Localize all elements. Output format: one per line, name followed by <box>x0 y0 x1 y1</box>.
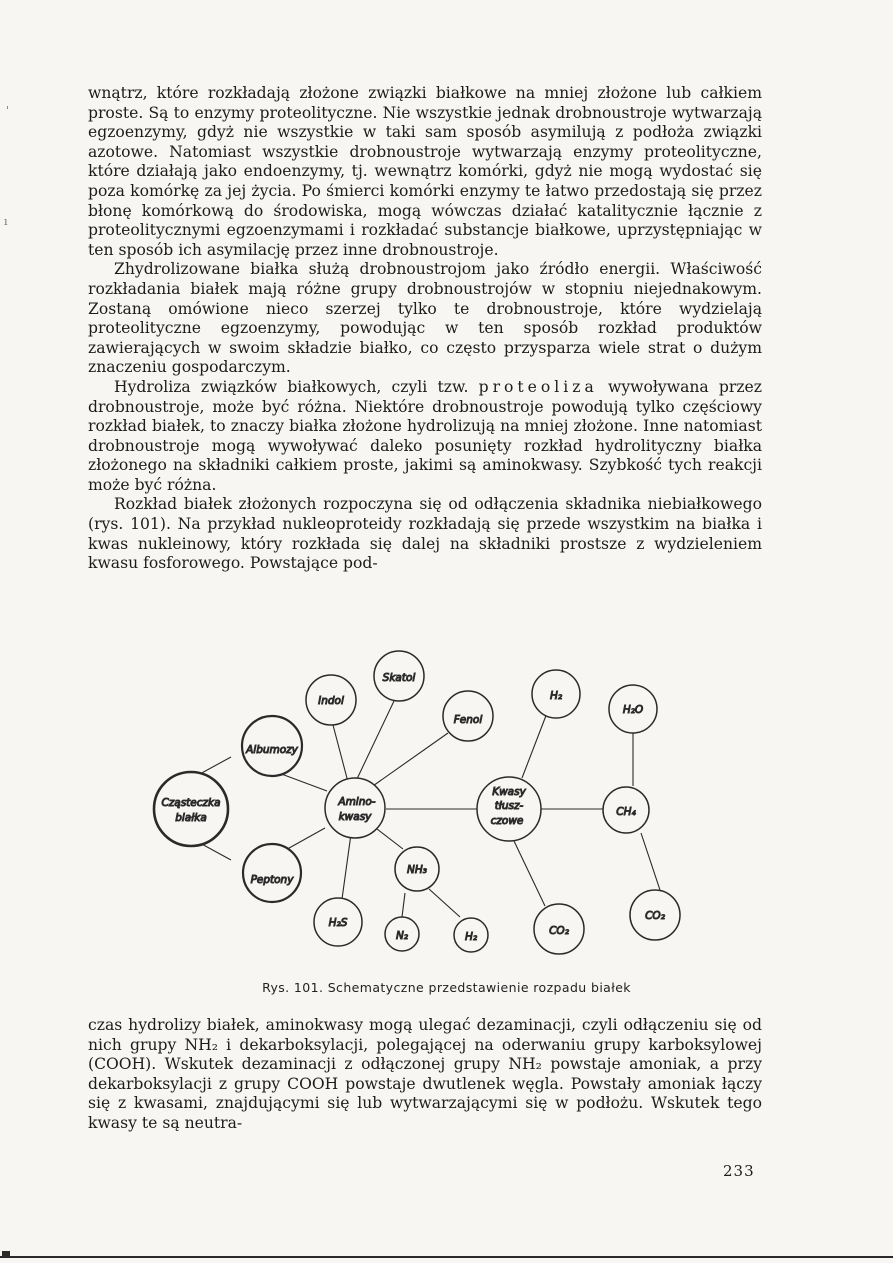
node-label: CO₂ <box>549 925 569 937</box>
node-label: Amino- <box>338 796 376 808</box>
node-h2o <box>609 685 657 733</box>
node-label: Fenol <box>453 714 483 726</box>
paragraph-text: wywoływana przez drobnoustroje, może być różna. Niektóre drobnoustroje powodują tylko częściowy rozkład białek, to znaczy białka złożone hydrolizują na mniej złożone. Inne natomiast drobnoustroje mogą wywoływać daleko posunięty rozkład hydrolityczny białka złożonego na składniki całkiem proste, jakimi są aminokwasy. Szybkość tych reakcji może być różna. <box>88 377 763 494</box>
edge <box>641 833 660 890</box>
edge <box>514 841 545 906</box>
edge <box>342 834 351 899</box>
node-kwasy-tluszczowe <box>477 777 541 841</box>
node-label: kwasy <box>338 811 372 823</box>
paragraph: wnątrz, które rozkładają złożone związki białkowe na mniej złożone lub całkiem proste. Są to enzymy proteolityczne. Nie wszystkie jednak drobnoustroje wytwarzają egzoenzymy, gdyż nie wszystkie w taki sam sposób asymilują z podłoża związki azotowe. Natomiast wszystkie drobnoustroje wytwarzają enzymy proteolityczne, które działają jako endoenzymy, tj. wewnątrz komórki, gdyż nie mogą wydostać się poza komórkę za jej życia. Po śmierci komórki enzymy te łatwo przedostają się przez błonę komórkową do środowiska, mogą wówczas działać katalitycznie łącznie z proteolitycznymi egzoenzymami i rozkładać substancje białkowe, uprzystępniając w ten sposób ich asymilację przez inne drobnoustroje. <box>88 84 762 259</box>
paragraph: Rozkład białek złożonych rozpoczyna się od odłączenia składnika niebiałkowego (rys. 101). Na przykład nukleoproteidy rozkładają się przede wszystkim na białka i kwas nukleinowy, który rozkłada się dalej na składniki prostsze z wydzieleniem kwasu fosforowego. Powstające pod- <box>88 495 762 573</box>
paragraph: czas hydrolizy białek, aminokwasy mogą ulegać dezaminacji, czyli odłączeniu się od nich grupy NH₂ i dekarboksylacji, polegającej na oderwaniu grupy karboksylowej (COOH). Wskutek dezaminacji z odłączonej grupy NH₂ powstaje amoniak, a przy dekarboksylacji z grupy COOH powstaje dwutlenek węgla. Powstały amoniak łączy się z kwasami, znajdującymi się lub wytwarzającymi się w podłożu. Wskutek tego kwasy te są neutra- <box>88 1016 762 1132</box>
edge <box>429 889 460 917</box>
body-text-bottom <box>88 1016 762 1134</box>
node-label: białka <box>175 812 207 824</box>
edge <box>198 757 231 775</box>
node-label: H₂S <box>328 917 348 929</box>
edge <box>402 893 405 917</box>
node-label: H₂O <box>622 704 644 716</box>
diagram-nodes <box>154 651 680 954</box>
edge <box>370 733 448 788</box>
node-label: NH₃ <box>407 864 427 876</box>
node-label: Indol <box>318 695 344 707</box>
edge <box>333 725 348 782</box>
body-text-top <box>88 84 762 574</box>
paragraph-text: Hydroliza związków białkowych, czyli tzw. <box>114 377 469 396</box>
node-h2-top <box>532 670 580 718</box>
figure-caption: Rys. 101. Schematyczne przedstawienie rozpadu białek <box>262 980 631 995</box>
node-skatol <box>374 651 424 701</box>
scan-edge-line <box>0 1256 893 1258</box>
edge <box>356 701 394 781</box>
node-h2-bottom <box>454 918 488 952</box>
node-label: N₂ <box>395 930 409 942</box>
node-label: Cząsteczka <box>161 797 221 809</box>
node-label: H₂ <box>549 690 563 702</box>
protein-decomposition-diagram <box>145 645 725 970</box>
node-peptony <box>243 844 301 902</box>
node-co2-mid <box>534 904 584 954</box>
page-number: 233 <box>723 1162 755 1180</box>
node-co2-right <box>630 890 680 940</box>
node-fenol <box>443 691 493 741</box>
node-label: Kwasy <box>492 786 526 798</box>
paragraph: Zhydrolizowane białka służą drobnoustrojom jako źródło energii. Właściwość rozkładania białek mają różne grupy drobnoustrojów w stopniu niejednakowym. Zostaną omówione nieco szerzej tylko te drobnoustroje, które wydzielają proteolityczne egzoenzymy, powodując w ten sposób rozkład produktów zawierających w swoim składzie białko, co często przysparza wiele strat o dużym znaczeniu gospodarczym. <box>88 260 762 377</box>
margin-mark: ' <box>6 104 10 117</box>
edge <box>377 829 403 849</box>
node-ch4 <box>603 787 649 833</box>
node-n2 <box>385 917 419 951</box>
node-label: CO₂ <box>645 910 665 922</box>
node-label: tłusz- <box>494 800 524 812</box>
node-label: Skatol <box>382 672 416 684</box>
edge <box>522 713 547 778</box>
margin-mark: ı <box>4 215 8 228</box>
node-nh3 <box>395 847 439 891</box>
node-label: CH₄ <box>616 806 636 818</box>
node-indol <box>306 675 356 725</box>
node-albumozy <box>242 716 302 776</box>
node-label: H₂ <box>464 931 478 943</box>
node-h2s <box>314 898 362 946</box>
node-label: Peptony <box>250 874 294 886</box>
node-label: Albumozy <box>246 744 298 756</box>
node-label: czowe <box>490 815 524 827</box>
emphasized-term: proteoliza <box>478 377 598 396</box>
node-aminokwasy <box>325 778 385 838</box>
paragraph <box>88 378 762 496</box>
node-czasteczka-bialka <box>154 772 228 846</box>
